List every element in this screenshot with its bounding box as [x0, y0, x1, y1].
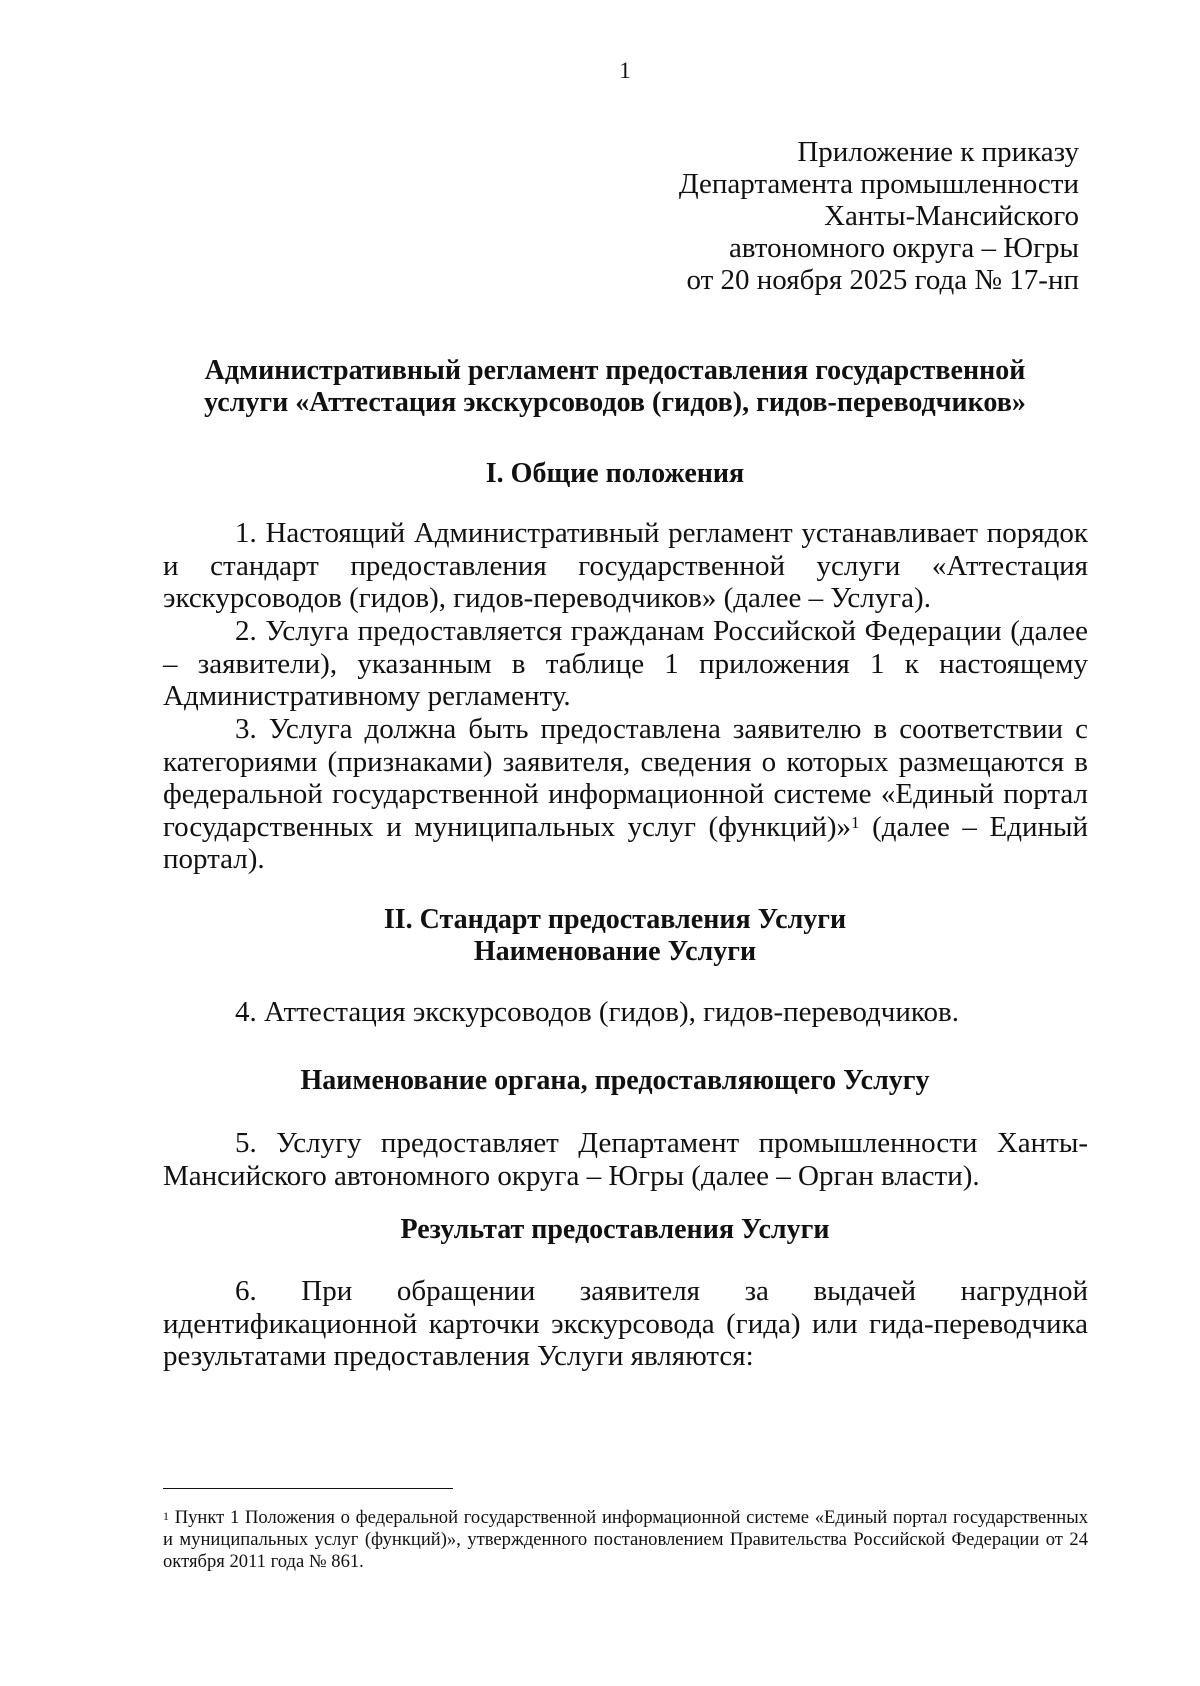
document-title-line: услуги «Аттестация экскурсоводов (гидов), гидов-переводчиков»: [204, 387, 1026, 418]
page-number: 1: [619, 58, 631, 83]
paragraph-1: 1. Настоящий Административный регламент устанавливает порядок и стандарт предоставления государственной услуги «Аттестация экскурсоводов (гидов), гидов-переводчиков» (далее – Услуга).: [163, 517, 1088, 615]
paragraph-5: 5. Услугу предоставляет Департамент промышленности Ханты-Мансийского автономного округа – Югры (далее – Орган власти).: [163, 1127, 1088, 1192]
approval-line: Приложение к приказу: [797, 136, 1079, 168]
document-title-line: Административный регламент предоставления государственной: [204, 355, 1026, 386]
approval-line: Ханты-Мансийского: [824, 200, 1079, 232]
paragraph-3-text: 3. Услуга должна быть предоставлена заявителю в соответствии с категориями (признаками) заявителя, сведения о которых размещаются в федеральной государственной информационной системе «Единый портал государственных и муниципальных услуг (функций)»: [163, 713, 1088, 843]
footnote-reference: 1: [851, 812, 860, 832]
footnote-text: Пункт 1 Положения о федеральной государственной информационной системе «Единый портал государственных и муниципальных услуг (функций)», утвержденного постановлением Правительства Российской Федерации от 24 октября 2011 года № 861.: [163, 1507, 1088, 1572]
section-heading-general: I. Общие положения: [485, 458, 745, 489]
footnote: [163, 1507, 1088, 1573]
approval-line: Департамента промышленности: [678, 168, 1079, 200]
paragraph-2: 2. Услуга предоставляется гражданам Российской Федерации (далее – заявители), указанным в таблице 1 приложения 1 к настоящему Административному регламенту.: [163, 615, 1088, 713]
document-title: [130, 355, 1100, 419]
footnote-marker: 1: [163, 1509, 169, 1523]
approval-line: автономного округа – Югры: [728, 232, 1079, 264]
subheading-authority: Наименование органа, предоставляющего Услугу: [300, 1065, 930, 1096]
footnote-divider: [163, 1488, 453, 1489]
subheading-service-name: Наименование Услуги: [473, 936, 757, 967]
paragraph-4: 4. Аттестация экскурсоводов (гидов), гидов-переводчиков.: [235, 996, 959, 1028]
approval-line: от 20 ноября 2025 года № 17-нп: [686, 264, 1079, 296]
approval-block: [679, 136, 1079, 296]
subheading-result: Результат предоставления Услуги: [400, 1214, 830, 1245]
paragraph-3: [163, 713, 1088, 876]
paragraph-6: 6. При обращении заявителя за выдачей нагрудной идентификационной карточки экскурсовода (гида) или гида-переводчика результатами предоставления Услуги являются:: [163, 1275, 1088, 1373]
section-heading-standard: II. Стандарт предоставления Услуги: [383, 904, 847, 935]
paragraph-3-text-end: (далее – Единый портал).: [163, 810, 1089, 876]
